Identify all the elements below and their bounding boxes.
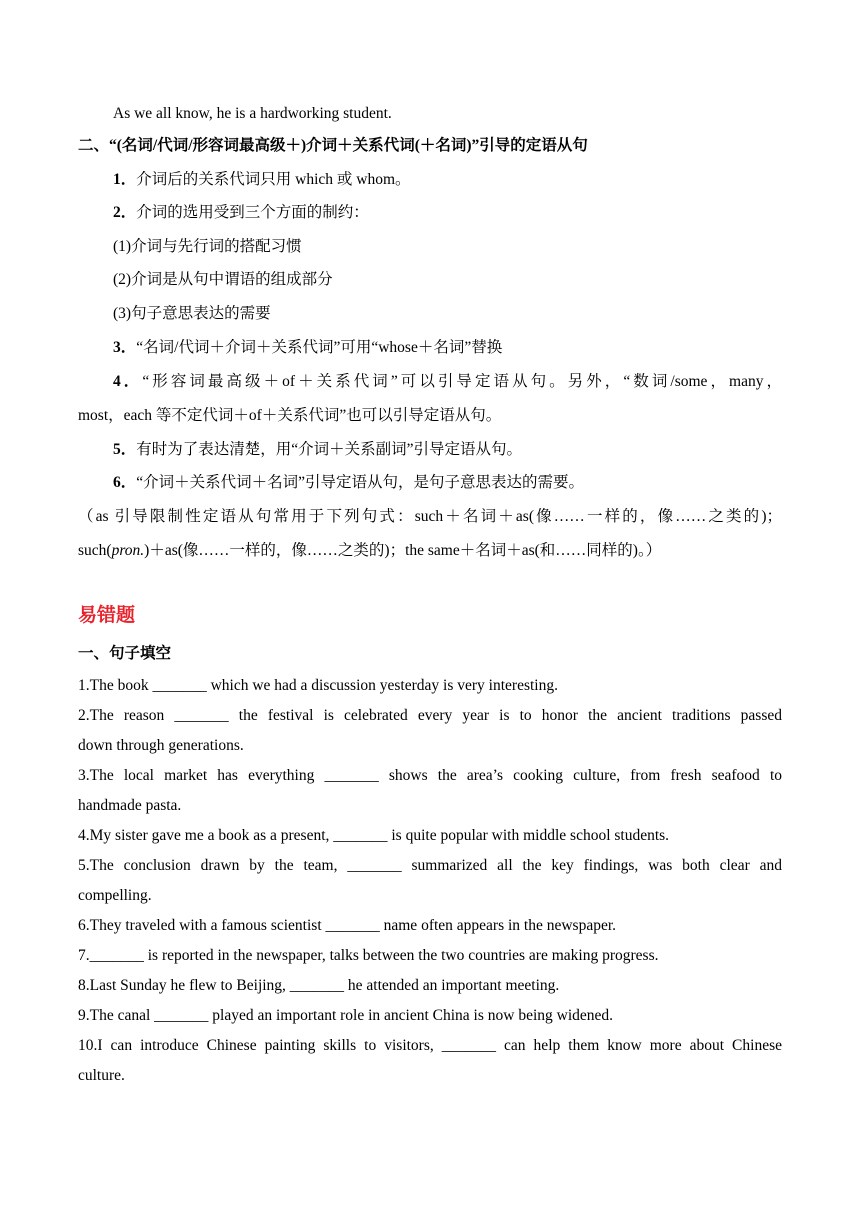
rule-text: “介词＋关系代词＋名词”引导定语从句，是句子意思表达的需要。: [136, 474, 585, 491]
question-6: 6.They traveled with a famous scientist _______ name often appears in the newspaper.: [78, 917, 617, 934]
rule-number: 4．: [113, 373, 143, 390]
question-2-cont: down through generations.: [78, 737, 244, 754]
question-10: 10.I can introduce Chinese painting skills to visitors, _______ can help them know more about Chinese: [78, 1037, 782, 1054]
note-text: )＋as(像……一样的，像……之类的)；the same＋名词＋as(和……同样的)。）: [144, 542, 662, 559]
note-text: such(: [78, 542, 112, 559]
note-line-2: [78, 541, 661, 561]
rule-2: [113, 203, 369, 223]
rule-3: [113, 338, 502, 358]
rule-text: “名词/代词＋介词＋关系代词”可用“whose＋名词”替换: [136, 339, 503, 356]
rule-2-1: (1)介词与先行词的搭配习惯: [113, 238, 302, 255]
question-5-cont: compelling.: [78, 887, 152, 904]
question-1: 1.The book _______ which we had a discussion yesterday is very interesting.: [78, 677, 558, 694]
rule-2-3: (3)句子意思表达的需要: [113, 305, 271, 322]
question-5: 5.The conclusion drawn by the team, _______ summarized all the key findings, was both clear and: [78, 857, 782, 874]
rule-4-cont: most，each 等不定代词＋of＋关系代词”也可以引导定语从句。: [78, 407, 502, 424]
question-9: 9.The canal _______ played an important role in ancient China is now being widened.: [78, 1007, 614, 1024]
question-7: 7._______ is reported in the newspaper, talks between the two countries are making progress.: [78, 947, 659, 964]
question-3-cont: handmade pasta.: [78, 797, 182, 814]
question-4: 4.My sister gave me a book as a present, _______ is quite popular with middle school students.: [78, 827, 670, 844]
mistakes-title: 易错题: [78, 605, 136, 626]
rule-number: 6．: [113, 474, 137, 491]
rule-2-2: (2)介词是从句中谓语的组成部分: [113, 271, 333, 288]
mistakes-subheading: 一、句子填空: [78, 645, 172, 662]
intro-example: As we all know, he is a hardworking student.: [113, 105, 392, 122]
rule-text: 介词后的关系代词只用 which 或 whom。: [136, 171, 411, 188]
rule-number: 5．: [113, 441, 137, 458]
rule-4: [113, 372, 782, 392]
rule-text: “形容词最高级＋of＋关系代词”可以引导定语从句。另外，“数词/some，many，: [142, 373, 782, 390]
question-3: 3.The local market has everything _______ shows the area’s cooking culture, from fresh seafood to: [78, 767, 782, 784]
rule-5: [113, 440, 522, 460]
rule-text: 介词的选用受到三个方面的制约：: [136, 204, 369, 221]
question-10-cont: culture.: [78, 1067, 125, 1084]
section2-heading: 二、“(名词/代词/形容词最高级＋)介词＋关系代词(＋名词)”引导的定语从句: [78, 137, 588, 154]
rule-1: [113, 170, 411, 190]
rule-number: 3．: [113, 339, 137, 356]
rule-6: [113, 473, 584, 493]
note-pron: pron.: [111, 542, 145, 559]
rule-number: 2．: [113, 204, 137, 221]
question-8: 8.Last Sunday he flew to Beijing, _______ he attended an important meeting.: [78, 977, 560, 994]
rule-number: 1．: [113, 171, 137, 188]
rule-text: 有时为了表达清楚，用“介词＋关系副词”引导定语从句。: [136, 441, 523, 458]
question-2: 2.The reason _______ the festival is celebrated every year is to honor the ancient traditions passed: [78, 707, 782, 724]
note-line-1: （as 引导限制性定语从句常用于下列句式：such＋名词＋as(像……一样的，像……之类的)；: [78, 508, 782, 525]
